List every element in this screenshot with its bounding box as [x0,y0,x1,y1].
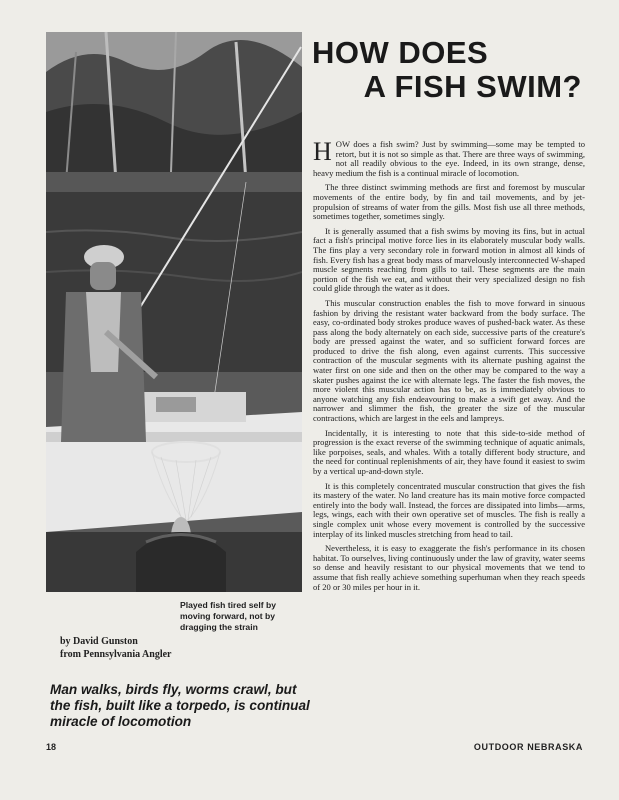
headline-line-2: A FISH SWIM? [363,69,582,104]
magazine-name: OUTDOOR NEBRASKA [473,742,583,752]
photo-caption: Played fish tired self by moving forward, not by dragging the strain [180,600,276,632]
fisherman-netting-fish-photo [46,32,302,592]
headline-line-1: HOW DOES [312,35,489,70]
article-paragraph-7: Nevertheless, it is easy to exaggerate the fish's performance in its chosen habitat. To ourselves, living continuously under the law of gravity, water seems so dense and heavily resistant to our physical movements that we tend to assume that fish really achieve something superhuman when they reach speeds of 20 or 30 miles per hour in it. [313,543,585,592]
article-paragraph-5: Incidentally, it is interesting to note that this side-to-side method of progression is the exact reverse of the swimming technique of aquatic animals, like porpoises, seals, and whales. With a totally different body structure, and the need for continual replenishments of air, they have found it easiest to swim by a vertical up-and-down style. [313,427,585,476]
article-paragraph-6: It is this completely concentrated muscular construction that gives the fish its mastery of the water. No land creature has its main motive force compacted entirely into the body wall. Instead, the forces are dissipated into limbs—arms, legs, wings, each with their own operative set of muscles. The fish is really a single complex unit whose every movement is controlled by the successive interplay of its linked muscles stretching from head to tail. [313,480,585,539]
byline [60,635,260,661]
article-paragraph-2: The three distinct swimming methods are first and foremost by muscular movements of the entire body, by fin and tail movements, and by jet- propulsion of streams of water from the gills. Most fish use all three methods, sometimes together, sometimes singly. [313,182,585,222]
author-name: by David Gunston [60,636,138,647]
drop-cap: H [313,137,332,166]
paragraph-1-text: OW does a fish swim? Just by swimming—some may be tempted to retort, but it is not so simple as that. There are three ways of swimming, not all readily obvious to the eye. Indeed, in its own strange, dense, heavy medium the fish is a continual miracle of locomotion. [313,139,585,178]
article-body [313,137,585,597]
article-headline [300,36,586,104]
page-number: 18 [46,742,57,752]
article-paragraph-3: It is generally assumed that a fish swims by moving its fins, but in actual fact a fish's principal motive force lies in its elaborately muscular body walls. The fins play a very secondary role in forward motion in almost all kinds of fish. Every fish has a great body mass of marvelously interconnected W-shaped muscle segments reaching from gills to tail. These segments are the main portion of the fish we eat, and without their very specialized design no fish could glide through the water as it does. [313,225,585,294]
pull-quote: Man walks, birds fly, worms crawl, but the fish, built like a torpedo, is continual miracle of locomotion [50,682,310,729]
fisherman-photo [46,32,302,592]
article-paragraph-1 [313,137,585,178]
article-paragraph-4: This muscular construction enables the fish to move forward in sinuous fashion by driving the resistant water backward from the body surface. The easy, co-ordinated body strokes produce waves of pushed-back water. As these pass along the body alternately on each side, successive parts of the creature's body are pressed against the water, and so sufficient forward forces are produced to drive the fish along, even against currents. This successive contraction of the muscular segments with its alternate pushing against the water first on one side and then on the other may be compared to the way a skater pushes against the ice with alternate legs. The faster the fish moves, the more violent this muscular action has to be, as is immediately obvious to anyone watching any fish endeavouring to make a swift get away. And the narrower and slimmer the fish, the greater the size of the muscular contractions, which are largest in the eels and lampreys. [313,297,585,424]
source-publication: from Pennsylvania Angler [60,649,172,660]
